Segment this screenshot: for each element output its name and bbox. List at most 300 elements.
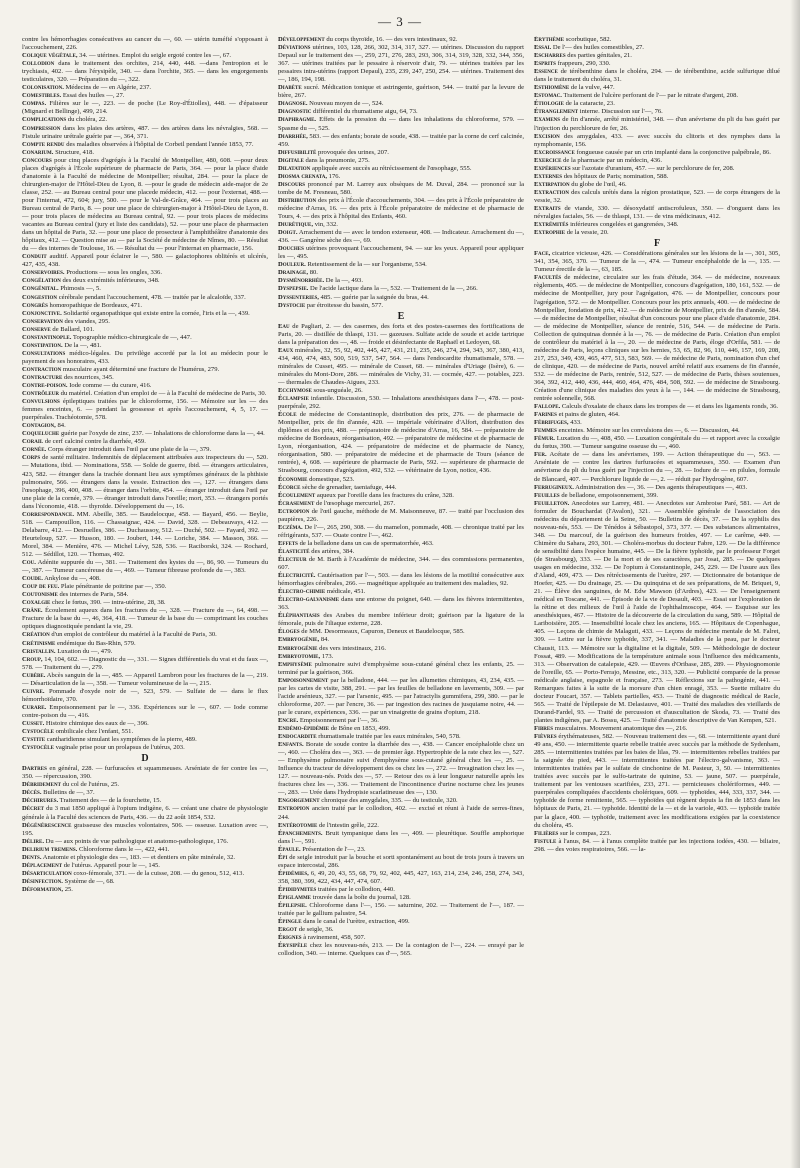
entry-heading: Drainage, bbox=[278, 269, 309, 277]
entry-text: à l'anus, 84. — à l'anus complète traitée par les injections iodées, 430. — biliaire, 298. — des voies respiratoires, 566. — la- bbox=[534, 837, 780, 853]
entry-text: épileptiques traitées par le chloroforme, 156. — Mémoire sur les — des femmes enceintes, 6. — pendant la grossesse et après l'accouchement, 4, 5, 17. — puerpérales. Trachéotomie, 578. bbox=[22, 398, 268, 422]
index-entry bbox=[278, 894, 524, 902]
entry-text: dans le traitement des orchites, 214, 440, 448. —dans l'entropion et le trychiasis, 402. — dans l'érysipèle, 340. — dans l'orchite, 365. — dans les engorgements testiculaires, 320. — Préparation du —, 322. bbox=[22, 60, 268, 84]
index-entry bbox=[534, 116, 780, 132]
entry-heading: Exercice bbox=[534, 156, 562, 164]
entry-text: Écoulement aqueux dans les fractures du —, 328. — Fracture du —, 64, 498. — Fracture de la base du —, 46, 364, 418. — Tumeur de la base du — comprimant les couches optiques diagnostiquée pendant la vie, 29. bbox=[22, 607, 268, 631]
entry-heading: Congénital. bbox=[22, 285, 59, 293]
index-entry bbox=[22, 854, 268, 862]
entry-heading: Curare. bbox=[22, 703, 47, 711]
entry-text: ombilicale chez l'enfant, 551. bbox=[55, 728, 134, 736]
entry-heading: Contracture bbox=[22, 373, 63, 381]
entry-heading: Dégénérescence bbox=[22, 821, 72, 829]
index-entry bbox=[278, 886, 524, 894]
index-entry bbox=[534, 500, 780, 725]
index-entry bbox=[22, 575, 268, 583]
entry-heading: Conservation bbox=[22, 317, 63, 325]
entry-text: trouvée dans la boîte du journal, 128. bbox=[312, 893, 411, 901]
entry-heading: Estomac. bbox=[534, 92, 562, 100]
entry-text: Arrachement du — avec le tendon extenseur, 408. — Indicateur. Arrachement du —, 436. — Gangrène sèche des —, 69. bbox=[278, 229, 524, 245]
entry-text: Luxation du —, 408, 450. — Luxation congénitale du — et rapport avec la coxalgie du fœtus, 390. — Tumeur sanguine osseuse du —, 460. bbox=[534, 435, 780, 451]
entry-heading: Colique végétale, bbox=[22, 52, 78, 60]
index-entry bbox=[22, 326, 268, 334]
index-entry bbox=[534, 411, 780, 419]
index-entry bbox=[22, 149, 268, 157]
entry-text: de santé militaire. Indemnités de déplacement attribuées aux inspecteurs du —, 520. — Mutations, ibid. — Nominations, 558. — Solde de guerre, ibid. — étrangers articulaires, 423, 582. — étranger dans la trachée donnant lieu aux symptômes généraux de la phthisie pulmonaire, 566. — étrangers dans la vessie. Extraction des —, 127. — étrangers dans l'œsophage, 396, 400, 408. — étranger dans l'orbite, 454. — étranger introduit dans l'œil par une plaie de la cornée, 379. — étranger introduit dans l'oreille; mort, 353. — étrangers portés dans l'économie, 418. — thyroïde. Développement du —, 16. bbox=[22, 454, 268, 510]
entry-heading: Douleur. bbox=[278, 261, 306, 269]
entry-heading: Emphysème bbox=[278, 660, 312, 668]
index-entry bbox=[278, 149, 524, 157]
entry-heading: Corps bbox=[22, 454, 41, 462]
index-entry bbox=[22, 781, 268, 789]
entry-text: médico-légales. Du privilège accordé par la loi au médecin pour le payement de ses honoraires, 433. bbox=[22, 349, 268, 365]
index-entry bbox=[22, 125, 268, 141]
entry-heading: Création bbox=[22, 631, 50, 639]
entry-text: traitées par le collodion, 440. bbox=[317, 885, 395, 893]
entry-text: De l'acide lactique dans la —, 532. — Traitement de la —, 266. bbox=[309, 285, 478, 293]
entry-heading: Épiglamme bbox=[278, 893, 312, 901]
index-entry bbox=[22, 350, 268, 366]
index-entry bbox=[22, 374, 268, 382]
index-entry bbox=[278, 846, 524, 854]
index-entry bbox=[22, 744, 268, 752]
entry-heading: Diagnose. bbox=[278, 100, 308, 108]
entry-heading: Délire. bbox=[22, 837, 44, 845]
index-entry bbox=[534, 84, 780, 92]
index-entry bbox=[22, 631, 268, 639]
entry-text: de la pharmacie par un médecin, 436. bbox=[563, 156, 662, 164]
entry-heading: Extrophie bbox=[534, 229, 566, 237]
index-column-3 bbox=[534, 36, 780, 1152]
index-entry bbox=[534, 403, 780, 411]
entry-text: de Bône en 1853, 499. bbox=[330, 724, 391, 732]
entry-heading: Conservoires. bbox=[22, 269, 65, 277]
entry-text: Chloroforme dans le —, 422, 441. bbox=[78, 845, 170, 853]
index-entry bbox=[534, 419, 780, 427]
section-letter: D bbox=[141, 753, 149, 765]
entry-text: utérines, 103, 128, 266, 302, 314, 317, 327. — utérines. Discussion du rapport Depaul sur le traitement des —, 259, 271, 276, 283, 293, 306, 314, 319, 328, 332, 344, 356, 367. — utérines traitées par le pessaire à réservoir d'air, 79. — utérines traitées par les pessaires intra-utérins (rapport Depaul), 235, 239, 247, 250, 254. — utérines. Traitement des —, 186, 194, 198. bbox=[278, 44, 524, 84]
entry-heading: Enfants. bbox=[278, 741, 304, 749]
entry-text: différentiel du rhumatisme aigu, 64, 73. bbox=[313, 108, 418, 116]
entry-heading: Farines bbox=[534, 411, 557, 419]
index-entry bbox=[534, 157, 780, 165]
entry-heading: Eaux bbox=[278, 346, 294, 354]
index-entry bbox=[278, 100, 524, 108]
entry-text: à ravinement, 458, 507. bbox=[303, 934, 366, 942]
entry-heading: Dents. bbox=[22, 853, 42, 861]
index-entry bbox=[22, 559, 268, 575]
entry-heading: Contre-poison. bbox=[22, 382, 68, 390]
entry-heading: Cystocèle bbox=[22, 744, 54, 752]
entry-text: homœopathique de Bordeaux, 471. bbox=[49, 301, 143, 309]
index-entry bbox=[534, 52, 780, 60]
entry-heading: Fistule bbox=[534, 837, 557, 845]
entry-heading: Corail bbox=[22, 438, 44, 446]
index-entry bbox=[278, 717, 524, 725]
entry-text: Chloroforme dans l'—, 156. — saturnine, 202. — Traitement de l'—, 187. — traitée par le gallium palustre, 54. bbox=[278, 902, 524, 918]
index-entry bbox=[22, 398, 268, 422]
section-letter: E bbox=[397, 310, 405, 322]
entry-heading: Ergot bbox=[278, 926, 298, 934]
entry-heading: Digitale bbox=[278, 156, 304, 164]
entry-heading: Feuilleton. bbox=[534, 499, 570, 507]
index-entry bbox=[278, 902, 524, 918]
entry-heading: Filières bbox=[534, 829, 559, 837]
entry-heading: Congestion bbox=[22, 293, 58, 301]
entry-text: du choléra, 22. bbox=[67, 116, 107, 124]
index-entry bbox=[22, 390, 268, 398]
index-entry bbox=[278, 245, 524, 261]
entry-heading: Diabète bbox=[278, 84, 302, 92]
index-entry bbox=[278, 108, 524, 116]
index-entry bbox=[278, 725, 524, 733]
entry-heading: Étiologie bbox=[534, 100, 564, 108]
entry-heading: Dyssenteries, bbox=[278, 293, 319, 301]
entry-heading: Déplacement bbox=[22, 861, 63, 869]
entry-text: chronique des amygdales, 335. — du testicule, 320. bbox=[321, 797, 458, 805]
index-entry bbox=[534, 36, 780, 44]
index-entry bbox=[22, 704, 268, 720]
index-entry bbox=[22, 318, 268, 326]
index-entry bbox=[278, 302, 524, 310]
entry-text: 583. — des enfants; borate de soude, 438. — traitée par la corne de cerf calcinée, 459. bbox=[278, 132, 524, 148]
entry-text: des calculs urétés dans la région prostatique, 523. — de corps étrangers de la vessie, 32. bbox=[534, 188, 780, 204]
entry-heading: Élasticité bbox=[278, 547, 310, 555]
index-entry bbox=[278, 229, 524, 245]
entry-text: Bulletins de —, 37. bbox=[43, 789, 95, 797]
index-entry bbox=[534, 60, 780, 68]
entry-heading: Doigt. bbox=[278, 229, 298, 237]
entry-heading: Cuivre. bbox=[22, 687, 45, 695]
index-entry bbox=[534, 181, 780, 189]
index-entry bbox=[22, 672, 268, 688]
entry-text: vin, 332. bbox=[314, 221, 338, 229]
entry-heading: Escharres bbox=[534, 52, 566, 60]
entry-text: médicale, 451. bbox=[326, 588, 366, 596]
index-entry bbox=[534, 250, 780, 274]
entry-text: 14, 104, 602. — Diagnostic du —, 331. — Signes différentiels du vrai et du faux —, 578. — Traitement du —, 279. bbox=[22, 655, 268, 671]
index-entry bbox=[22, 870, 268, 878]
entry-heading: Encre. bbox=[278, 716, 299, 724]
index-entry bbox=[22, 446, 268, 454]
entry-heading: Épanchements. bbox=[278, 829, 323, 837]
entry-text: dans une entorse du poignet, 640. — dans les fièvres intermittentes, 363. bbox=[278, 596, 524, 612]
entry-text: Adénite suppurée du —, 381. — Traitement des kystes du —, 86, 90. — Tumeurs du —, 387. — Tumeur cancéreuse du —, 469. — Tumeur fibreuse profonde du —, 383. bbox=[22, 559, 268, 575]
index-entry bbox=[22, 862, 268, 870]
entry-heading: Cou. bbox=[22, 559, 36, 567]
entry-text: chez le fœtus, 390. — intra-utérine, 28, 38. bbox=[52, 599, 166, 607]
entry-text: scorbutique, 582. bbox=[565, 36, 612, 43]
index-entry bbox=[278, 596, 524, 612]
index-entry bbox=[534, 68, 780, 84]
entry-heading: Excision bbox=[534, 132, 560, 140]
index-entry bbox=[278, 44, 524, 84]
entry-heading: Extraits bbox=[534, 204, 561, 212]
entry-text: Histoire chimique des eaux de —, 396. bbox=[45, 719, 149, 727]
index-entry bbox=[22, 438, 268, 446]
entry-text: graisseuse des muscles volontaires, 506. — osseuse. Luxation avec —, 195. bbox=[22, 821, 268, 837]
index-columns bbox=[22, 36, 780, 1152]
entry-text: Filières sur le —, 223. — de poche (Le Roy-d'Étiolles), 448. — d'épaisseur (Mignard et Bellinge), 499, 214. bbox=[22, 100, 268, 116]
entry-text: pour cinq places d'agrégés à la Faculté de Montpellier, 480, 608. —pour deux places d'agrégés à l'École supérieure de pharmacie de Paris, 364. — pour la place d'aide d'anatomie à la Faculté de médecine de Montpellier; résultat, 284. — pour la place de chirurgien-major de l'Hôtel-Dieu de Lyon, 8. —pour le grade de médecin aide-major de 2e classe, 252. — au Bureau central pour une placede médecin, 412. — pour l'externat, 488.—pour l'internat, 472, 604; jury, 500. — pour le Val-de-Grâce, 464. — pour trois places au Bureau central de Paris, 8. — pour une place de chirurgien-major à l'Hôtel-Dieu de Lyon, 8. — pour trois places de médecins au Bureau central, 92. — pour trois places de médecins vacantes au Bureau central (jury et liste des candidats), 52. — pour une place de pharmacien dans un hôpital de Paris, 32. — pour une place de prosecteur à l'amphithéâtre d'anatomie des hôpitaux, 412. — Question mise au — par la Société de médecine de Nîmes, 80. — Résultat du — des internes de Toulouse, 16. — Résultat du — pour l'internat en pharmacie, 156. bbox=[22, 156, 268, 253]
entry-text: provoquée des urines, 207. bbox=[318, 148, 389, 156]
entry-text: de seigle, 36. bbox=[298, 926, 334, 934]
entry-text: de la vulve, 447. bbox=[570, 84, 615, 92]
entry-text: Du — aux points de vue pathologique et anatomo-pathologique, 176. bbox=[45, 837, 229, 845]
index-entry bbox=[278, 173, 524, 181]
entry-heading: Facultés bbox=[534, 274, 562, 282]
entry-heading: Érignes bbox=[278, 934, 302, 942]
entry-heading: École bbox=[278, 411, 297, 419]
index-entry bbox=[22, 269, 268, 277]
index-entry bbox=[22, 720, 268, 728]
entry-heading: Épaule. bbox=[278, 845, 301, 853]
entry-heading: Fer. bbox=[534, 451, 547, 459]
entry-text: Plaie pénétrante de poitrine par —, 350. bbox=[60, 583, 167, 591]
entry-text: sur l'azotate d'uranium, 457. — sur le perchlorure de fer, 208. bbox=[572, 164, 735, 172]
index-column-2 bbox=[278, 36, 524, 1152]
entry-heading: Épingle bbox=[278, 918, 302, 926]
entry-text: et pains de gluten, 464. bbox=[558, 411, 620, 419]
index-entry bbox=[534, 451, 780, 483]
entry-text: Empoisonnement par le —, 336. Expériences sur le —, 607. — Iode comme contre-poison du —, 416. bbox=[22, 703, 268, 719]
entry-text: Calculs d'oxalate de chaux dans les trompes de — et dans les ligaments ronds, 36. bbox=[561, 403, 779, 411]
entry-text: 84. bbox=[57, 422, 66, 430]
entry-heading: Électeur bbox=[278, 556, 307, 563]
entry-heading: Comestibles. bbox=[22, 92, 62, 100]
index-entry bbox=[534, 484, 780, 492]
entry-heading: Compression bbox=[22, 124, 61, 132]
index-entry bbox=[278, 805, 524, 821]
index-entry bbox=[534, 838, 780, 854]
index-entry bbox=[22, 648, 268, 656]
entry-text: interne. Discussion sur l'—, 76. bbox=[579, 108, 663, 116]
entry-heading: Crétinisme bbox=[22, 639, 56, 647]
entry-heading: Écorce bbox=[278, 483, 301, 491]
index-entry bbox=[22, 422, 268, 430]
index-entry bbox=[278, 492, 524, 500]
page-number: — 3 — bbox=[378, 14, 422, 29]
entry-heading: Coup de feu. bbox=[22, 583, 60, 591]
index-entry bbox=[278, 540, 524, 548]
entry-text: Ankylose du —, 408. bbox=[44, 575, 101, 583]
entry-heading: Compas. bbox=[22, 100, 47, 108]
index-entry bbox=[22, 728, 268, 736]
index-entry bbox=[22, 430, 268, 438]
entry-heading: Embryotomie, bbox=[278, 652, 321, 660]
index-entry bbox=[22, 334, 268, 342]
entry-text: Essai des huiles —, 27. bbox=[62, 92, 125, 100]
entry-heading: Fémur. bbox=[534, 435, 555, 443]
entry-text: des nourrices, 345. bbox=[63, 373, 114, 381]
index-entry bbox=[534, 229, 780, 237]
entry-text: infantile. Discussion, 530. — Inhalations anesthésiques dans l'—, 478. — post-puerpérale, 292. bbox=[278, 395, 524, 411]
entry-heading: Crâne. bbox=[22, 607, 43, 615]
entry-text: Retentissement de la — sur l'organisme, 534. bbox=[307, 261, 427, 269]
index-entry bbox=[278, 277, 524, 285]
index-entry bbox=[22, 511, 268, 559]
entry-text: dans le canal de l'urètre, extraction, 499. bbox=[303, 918, 410, 926]
index-entry bbox=[278, 500, 524, 508]
index-entry bbox=[534, 830, 780, 838]
index-entry bbox=[278, 870, 524, 886]
index-entry bbox=[534, 492, 780, 500]
index-entry bbox=[534, 133, 780, 149]
entry-text: de médecine de Constantinople, distribution des prix, 276. — de pharmacie de Montpellier, prix de fin d'année, 420. — impériale vétérinaire d'Alfort, distribution des diplômes et des prix, 488. — préparatoire de médecine d'Arras, 16, 584. — préparatoire de médecine de Bordeaux, réorganisation, 492. — préparatoire de médecine et de pharmacie de Lyon, réorganisation, 424. — préparatoire de médecine et de pharmacie de Nancy, réorganisation, 580. — préparatoire de médecine et de pharmacie de Tours (séance de rentrée), 4, 608. — supérieure de pharmacie de Paris, 592. — supérieure de pharmacie de Strasbourg, concours d'agrégation, 492, 532. — vétérinaire de Lyon, notice, 436. bbox=[278, 411, 524, 475]
entry-heading: Extirpation bbox=[534, 180, 570, 188]
index-entry bbox=[22, 253, 268, 269]
index-entry bbox=[22, 656, 268, 672]
entry-heading: Distribution bbox=[278, 196, 317, 204]
index-entry bbox=[22, 822, 268, 838]
entry-text: Anecdotes sur Larrey, 481. — Anecdotes sur Ambroise Paré, 581. — Art de formuler de Bouchardat (l'Avalon), 321. — Assemblée générale de l'association des médecins du département de la Seine, 50. — Bulletins de décès, 37. — De la syphilis des nouveau-nés, 553. — De Ténédos à Sébastopol, 373, 377. — Des substances alimentaires, 348. — Du marcouf, de la guérison des humeurs froides, 497. — Le carême, 449. — Chimère du Sahara, 293, 301. — Choléra-morbus du docteur Fabre, 129. — De la différence de sensibilité dans l'espèce humaine, 445. — De la fièvre typhoïde, par le professeur Forget (de Strasbourg), 333. — De la mort et de ses caractères, par Josat, 285. — De quelques usages en médecine, 332. — De l'opium à Constantinople, 245, 229. — De l'usure aux îles d'Aland, 409, 473. — Des rétrécissements de l'urètre, 297. — Dictionnaire de botanique de Hoefer, 425. — Du drainage, 25. — Du quinquina et de ses préparations, de M. Briquet, 9, 21. — Élève des sanguines, de M. Edw Mawson (d'Ardres), 423. — De l'enseignement médical en Toscane, 441. — Épisode de la vie de Desault, 403. — Essai sur l'exploration de la rétine et des milieux de l'œil à l'aide de l'ophthalmoscope, 464. — Esquisse sur les anesthésiques, 467. — Histoire de la découverte de la circulation du sang, 589. — Hôpital de Lariboisière, 205. — Insensibilité locale chez les anciens, 165. — Hôpitaux de Copenhague, 405. — Leçons de chimie de Malaguti, 433. — Leçons de médecine mentale de M. Falret, 309. — Lettre sur la fièvre typhoïde, 337, 341. — Maladies de la peau, par le docteur Chausit, 113. — Mémoire sur la digitaline et la digitale, 509. — Méthodologie de docteur Fossat, 489. — Modifications de la température animale sous l'influence des médicaments, 313. — Observation de catalepsie, 429. — Œuvres d'Oribase, 285, 289. — Physiognomonie de l'oreille, 65. — Porto-Ferrajo, Messine, etc., 313, 320. — Publicité comparée de la presse médicale anglaise, espagnole et française, 273. — Réflexions sur la pathogénie, 441. — Remarques faites à la suite de la morsure d'un chien enragé, 353. — Suette miliaire du docteur Foucart, 357. — Tablets partielles, 453. — Traité de diagnostic médical de Racle, 565. — Traité de l'épilepsie de M. Delasiauve, 401. — Traité des maladies des vieillards de Durand-Fardel, 93. — Traité de percussion et d'auscultation de Skoda, 73. — Traité des plantes indigènes, par A. Bossu, 425. — Traité d'anatomie descriptive de Van Kempen, 521. bbox=[534, 499, 780, 724]
entry-text: Iode comme — du curare, 416. bbox=[69, 382, 152, 390]
entry-text: Bruit tympanique dans les —, 409. — pleurétique. Souffle amphorique dans l'—, 591. bbox=[278, 829, 524, 845]
entry-text: sucré. Médication tonique et astringente, guérison, 544. — traité par la levure de bière, 267. bbox=[278, 84, 524, 100]
entry-heading: Cystite bbox=[22, 736, 46, 744]
index-entry bbox=[278, 741, 524, 797]
entry-text: Phimosis —, 5. bbox=[60, 285, 101, 293]
index-entry bbox=[22, 846, 268, 854]
page-edge-shadow bbox=[790, 0, 800, 1168]
entry-text: 34. — utérines. Emploi du seigle ergoté contre les —, 67. bbox=[79, 52, 232, 60]
entry-heading: Colonisation. bbox=[22, 84, 64, 92]
index-entry bbox=[534, 205, 780, 221]
entry-text: de MM. Desormeaux, Capuron, Deneux et Baudelocque, 585. bbox=[301, 628, 465, 636]
index-entry bbox=[22, 878, 268, 886]
entry-heading: Entérotomie bbox=[278, 821, 318, 829]
entry-heading: Delirium tremens. bbox=[22, 845, 78, 853]
index-entry bbox=[278, 628, 524, 636]
entry-heading: Électro-galvanisme bbox=[278, 596, 340, 604]
entry-text: Borate de soude contre la diarrhée des —, 438. — Cancer encéphaloïde chez un —, 460. — Choléra des —, 363. — de premier âge. Hypertrophie de la rate chez les —, 527. — Emphysème pulmonaire suivi d'emphysème sous-cutané général chez les —, 25. — Influence du tracteur de développement des os chez les —, 272. — Invagination chez les —, 127. — nouveau-nés. Poids des —, 57. — Retour des os à leur longueur naturelle après les fractures chez les —, 336. — Traitement de l'incontinence d'urine nocturne chez les jeunes —, 283. — Urée dans l'hydropisie scarlatineuse des —, 130. bbox=[278, 741, 524, 797]
entry-text: des vers intestinaux, 216. bbox=[319, 644, 387, 652]
entry-heading: Correspondance. bbox=[22, 510, 74, 518]
entry-text: du 3 mai 1850 appliqué à l'opium indigène, 6. — créant une chaire de physiologie générale à la Faculté des sciences de Paris, 436. — du 22 août 1854, 532. bbox=[22, 805, 268, 821]
entry-text: De la —, 481. bbox=[64, 341, 102, 349]
index-entry bbox=[278, 261, 524, 269]
index-entry bbox=[22, 141, 268, 149]
entry-heading: Décret bbox=[22, 805, 44, 813]
index-entry bbox=[278, 36, 524, 44]
section-letter: F bbox=[653, 238, 661, 250]
entry-heading: Éloges bbox=[278, 628, 300, 636]
entry-heading: Face, bbox=[534, 250, 551, 258]
index-entry bbox=[22, 84, 268, 92]
entry-heading: Constipation. bbox=[22, 341, 63, 349]
index-entry bbox=[22, 688, 268, 704]
index-entry bbox=[278, 294, 524, 302]
entry-heading: Embryogénie, bbox=[278, 636, 320, 644]
entry-text: sous-unguéale, 26. bbox=[313, 387, 363, 395]
entry-text: cérébrale pendant l'accouchement, 478. — traitée par le alcaloïde, 337. bbox=[58, 293, 246, 301]
index-entry bbox=[22, 640, 268, 648]
entry-text: Administration des —, 36. — Des agents thérapeutiques —, 403. bbox=[575, 483, 748, 491]
entry-text: minérales, 32, 55, 92, 402, 445, 427, 431, 211, 235, 246, 274, 294, 343, 367, 380, 413, 434, 460, 474, 483, 500, 519, 537, 547, 564. — dans l'endocardite rhumatismale, 578. — minérales de Cusset, 495. — minérale de Cusset, 68. — minérales d'Uriage (Isère), 6. — minérales du Mont-Dore, 286. — minérales de Vichy, 31. — cocmée, 427. — potables, 223. — thermales de Chaudes-Aigues, 233. bbox=[278, 346, 524, 386]
index-entry bbox=[22, 285, 268, 293]
entry-text: sur le compas, 223. bbox=[559, 829, 612, 837]
entry-text: domestique, 523. bbox=[309, 475, 355, 483]
entry-text: Système de —, 68. bbox=[64, 877, 115, 885]
index-entry bbox=[278, 524, 524, 540]
entry-text: Traitement des — de la fourchette, 15. bbox=[59, 797, 162, 805]
entry-heading: Esprits bbox=[534, 60, 556, 68]
index-entry bbox=[22, 591, 268, 599]
entry-heading: Débridement bbox=[22, 781, 61, 789]
entry-heading: Convulsions bbox=[22, 398, 60, 406]
index-entry bbox=[22, 302, 268, 310]
entry-text: coxo-fémorale, 371. — de la cuisse, 208. — du genou, 512, 413. bbox=[73, 869, 245, 877]
entry-heading: Conarium. bbox=[22, 148, 54, 156]
index-entry bbox=[278, 395, 524, 411]
entry-text: Effets de la pression du — dans les inhalations du chloroforme, 579. — Spasme du —, 525. bbox=[278, 116, 524, 132]
entry-text: de seigle introduit par la bouche et sorti spontanément au bout de trois jours à travers un espace intercostal, 286. bbox=[278, 853, 524, 869]
entry-text: de térébenthine dans le choléra, 294. — de térébenthine, acide sulfurique dilué dans le traitement du choléra, 31. bbox=[534, 68, 780, 84]
entry-text: Acétate de — dans les anévrismes, 199. — Action thérapeutique du —, 563. — Arséniate de — contre les dartres furfuracées et squammeuses, 350. — Examen d'un anévrisme du pli du bras guéri par l'injection du —, 28. — Iodure de — en pilules, formule de Blancard, 407. — Perchlorure liquide de —, 2. — réduit par l'hydrogène, 607. bbox=[534, 451, 780, 483]
entry-heading: Effets bbox=[278, 539, 298, 547]
entry-text: érythémateuses, 582. — Nouveau traitement des —, 68. — intermittente ayant duré 49 ans, 450. — intermittente quarte rebelle traitée avec succès par la méthode de Sydenham, 285. — intermittentes traitées par les baies de lilas, 79. — intermittentes rebelles traitées par la saignée du pied, 443. — intermittentes traitées par l'électro-galvanisme, 363. — intermittentes traitées par le sulfate de cinchonine de M. Pasteur, 3, 50. — intermittentes traitées avec succès par le sulfo-tartrate de quinine, 53. — jaune, 507. — puerpérale, traitement par les ventouses scarifiées, 233, 271. — pernicieuses cholériformes, 449. — puerpérales compliquées d'accidents cholériques, 609. — typhoïdes, 444, 333, 337, 344. — typhoïde de forme remittente, 565. — typhoïdes qui règnent depuis la fin de 1853 dans les hôpitaux de Paris, 21. — typhoïde. Identité de la — et de la variole, 403. — typhoïde traitée par la glace, 400. — typhoïde, traitement avec les modifications exigées par la coexistence du choléra, 45. bbox=[534, 733, 780, 829]
index-entry bbox=[278, 197, 524, 221]
entry-heading: Ecchymose bbox=[278, 387, 312, 395]
entry-text: musculaires. Mouvement anatomique des —, 216. bbox=[554, 724, 688, 732]
entry-heading: Étranglement bbox=[534, 108, 579, 116]
index-entry bbox=[22, 60, 268, 84]
index-entry bbox=[534, 165, 780, 173]
entry-heading: Économie bbox=[278, 475, 308, 483]
entry-text: Nouveau moyen de —, 524. bbox=[309, 100, 384, 108]
entry-heading: Engorgement bbox=[278, 797, 320, 805]
index-entry bbox=[278, 285, 524, 293]
entry-heading: Endocardite bbox=[278, 733, 317, 741]
entry-heading: Diagnostic bbox=[278, 108, 312, 116]
entry-text: par étroitesse du bassin, 577. bbox=[306, 301, 384, 309]
entry-heading: Eczéma. bbox=[278, 523, 303, 531]
entry-text: des parties génitales, 21. bbox=[567, 52, 632, 60]
entry-text: des internes de Paris, 584. bbox=[59, 591, 129, 599]
entry-heading: Écrasement bbox=[278, 499, 315, 507]
index-entry bbox=[22, 366, 268, 374]
index-entry bbox=[278, 918, 524, 926]
entry-heading: Consultations bbox=[22, 349, 66, 357]
entry-text: de la belladone dans un cas de spermatorrhée, 463. bbox=[299, 539, 434, 547]
entry-heading: Dystocie bbox=[278, 301, 306, 309]
entry-heading: Dyspepsie. bbox=[278, 285, 309, 293]
entry-heading: Entropion bbox=[278, 805, 310, 813]
index-entry bbox=[278, 165, 524, 173]
entry-text: inférieures congelées et gangrenées, 348. bbox=[570, 221, 679, 229]
entry-heading: Désarticulation bbox=[22, 869, 72, 877]
entry-heading: Diaphragme. bbox=[278, 116, 317, 124]
entry-text: de Pagliari, 2. — des casernes, des forts et des postes-casernes des fortifications de Paris, 20. — distillée de thlaspi, 131. — gazeuses. Sulfate acide de soude et acide tartrique dans la préparation des —, 48. — froide et désinfectante de Raphaël et Ledoyen, 68. bbox=[278, 322, 524, 346]
index-entry bbox=[22, 277, 268, 285]
entry-heading: Développement bbox=[278, 36, 325, 43]
entry-text: 25. bbox=[64, 885, 73, 893]
entry-heading: Congélation bbox=[22, 277, 61, 285]
entry-text: du corps thyroïde, 16. — des vers intestinaux, 92. bbox=[326, 36, 458, 43]
index-entry bbox=[22, 116, 268, 124]
index-entry bbox=[22, 607, 268, 631]
entry-text: d'un emploi de contrôleur du matériel à la Faculté de Paris, 30. bbox=[51, 631, 217, 639]
entry-text: De l'— des huiles comestibles, 27. bbox=[552, 44, 644, 52]
entry-text: de M. Barth à l'Académie de médecine, 344. — des commissions permanentes, 607. bbox=[278, 556, 524, 572]
entry-text: aqueux par l'oreille dans les fractures du crâne, 328. bbox=[316, 491, 454, 499]
index-entry bbox=[534, 435, 780, 451]
entry-text: 6, 49, 20, 43, 55, 68, 79, 92, 402, 445, 427, 163, 214, 234, 246, 258, 274, 343, 358, 380, 399, 422, 434, 447, 474, 607. bbox=[278, 869, 524, 885]
entry-heading: Excroissance bbox=[534, 148, 575, 156]
entry-heading: Expériences bbox=[534, 164, 571, 172]
entry-heading: Contraction bbox=[22, 365, 62, 373]
entry-text: de l'œil gauche, méthode de M. Maisonneuve, 87. — traité par l'occlusion des paupières, 226. bbox=[278, 507, 524, 523]
